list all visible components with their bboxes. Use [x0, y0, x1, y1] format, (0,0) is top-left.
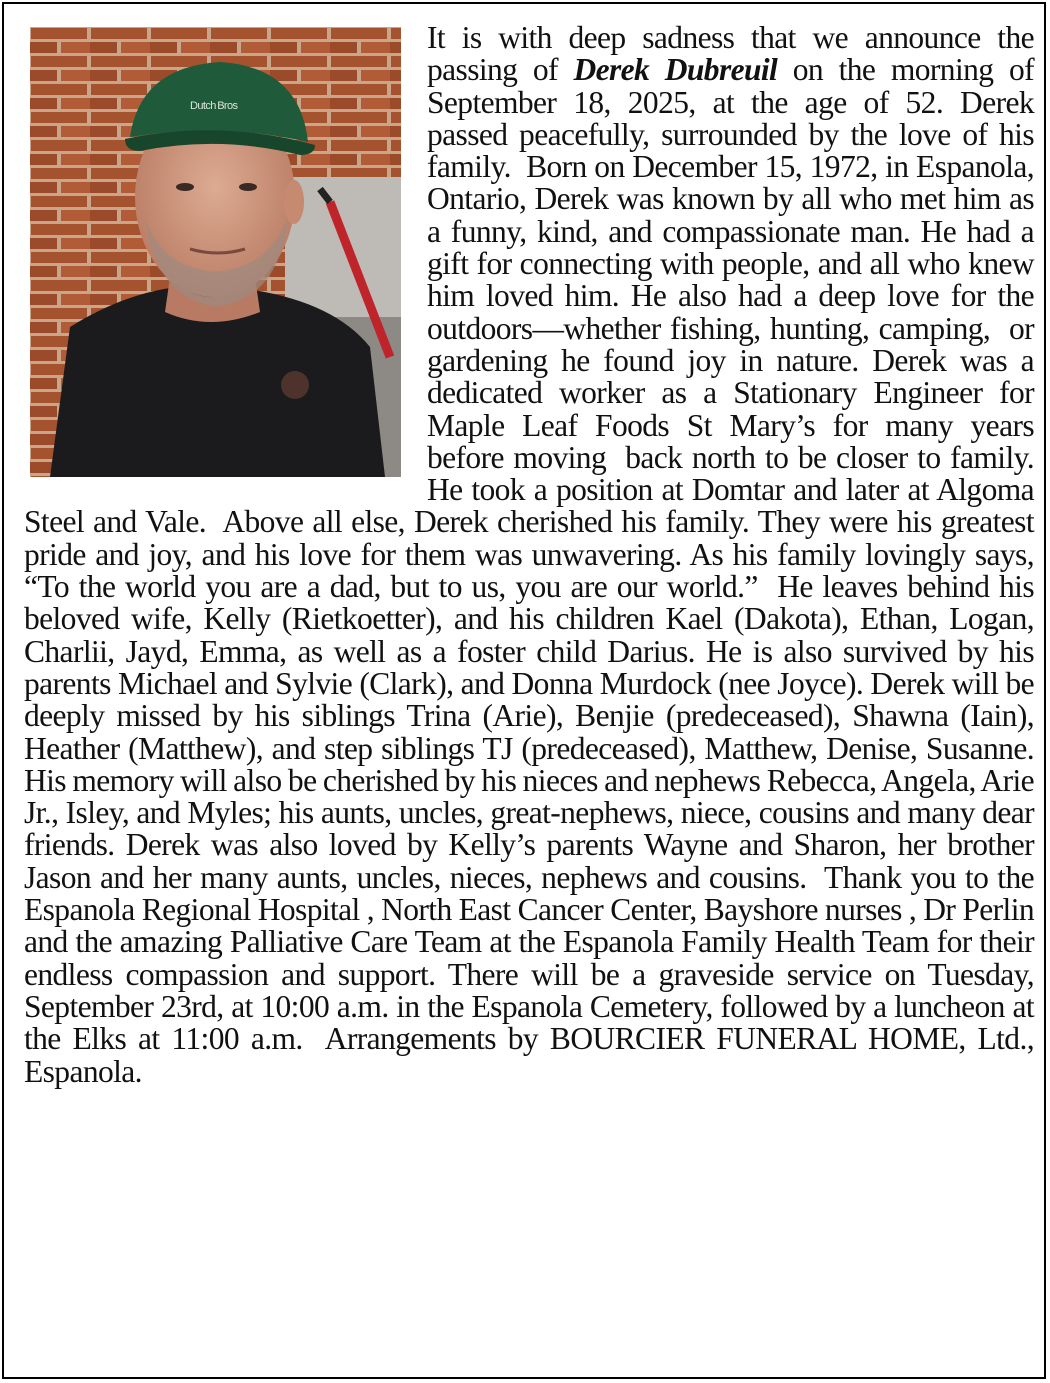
obituary-frame [2, 2, 1046, 1379]
obituary-body [24, 22, 1034, 1088]
portrait-photo [30, 27, 401, 477]
svg-text:Dutch Bros: Dutch Bros [190, 100, 238, 112]
obituary-text: on the morning of September 18, 2025, at the age of 52. Derek passed peacefully, surrounded by the love of his family. Born on December 15, 1972, in Espanola, Ontario, Derek was known by all who met him as a funny, kind, and compassionate man. He had a gift for connecting with people, and all who knew him loved him. He also had a deep love for the outdoors—whether fishing, hunting, camping, or gardening he found joy in nature. Derek was a dedicated worker as a Stationary Engineer for Maple Leaf Foods St Mary’s for many years before moving back north to be closer to family. He took a position at Domtar and later at Algoma Steel and Vale. Above all else, Derek cherished his family. They were his greatest pride and joy, and his love for them was unwavering. As his family lovingly says, “To the world you are a dad, but to us, you are our world.” He leaves behind his beloved wife, Kelly (Rietkoetter), and his children Kael (Dakota), Ethan, Logan, Charlii, Jayd, Emma, as well as a foster child Darius. He is also survived by his parents Michael and Sylvie (Clark), and Donna Murdock (nee Joyce). Derek will be deeply missed by his siblings Trina (Arie), Benjie (predeceased), Shawna (Iain), Heather (Matthew), and step siblings TJ (predeceased), Matthew, Denise, Susanne. His memory will also be cherished by his nieces and nephews Rebecca, Angela, Arie Jr., Isley, and Myles; his aunts, uncles, great-nephews, niece, cousins and many dear friends. Derek was also loved by Kelly’s parents Wayne and Sharon, her brother Jason and her many aunts, uncles, nieces, nephews and cousins. Thank you to the Espanola Regional Hospital , North East Cancer Center, Bayshore nurses , Dr Perlin and the amazing Palliative Care Team at the Espanola Family Health Team for their endless compassion and support. There will be a graveside service on Tuesday, September 23rd, at 10:00 a.m. in the Espanola Cemetery, followed by a luncheon at the Elks at 11:00 a.m. Arrangements by BOURCIER FUNERAL HOME, Ltd., Espanola. [24, 52, 1035, 1089]
deceased-name: Derek Dubreuil [573, 52, 778, 88]
portrait-photo-icon [30, 27, 401, 477]
intro-text: It is with deep sadness that we announce the passing of [427, 20, 1034, 88]
